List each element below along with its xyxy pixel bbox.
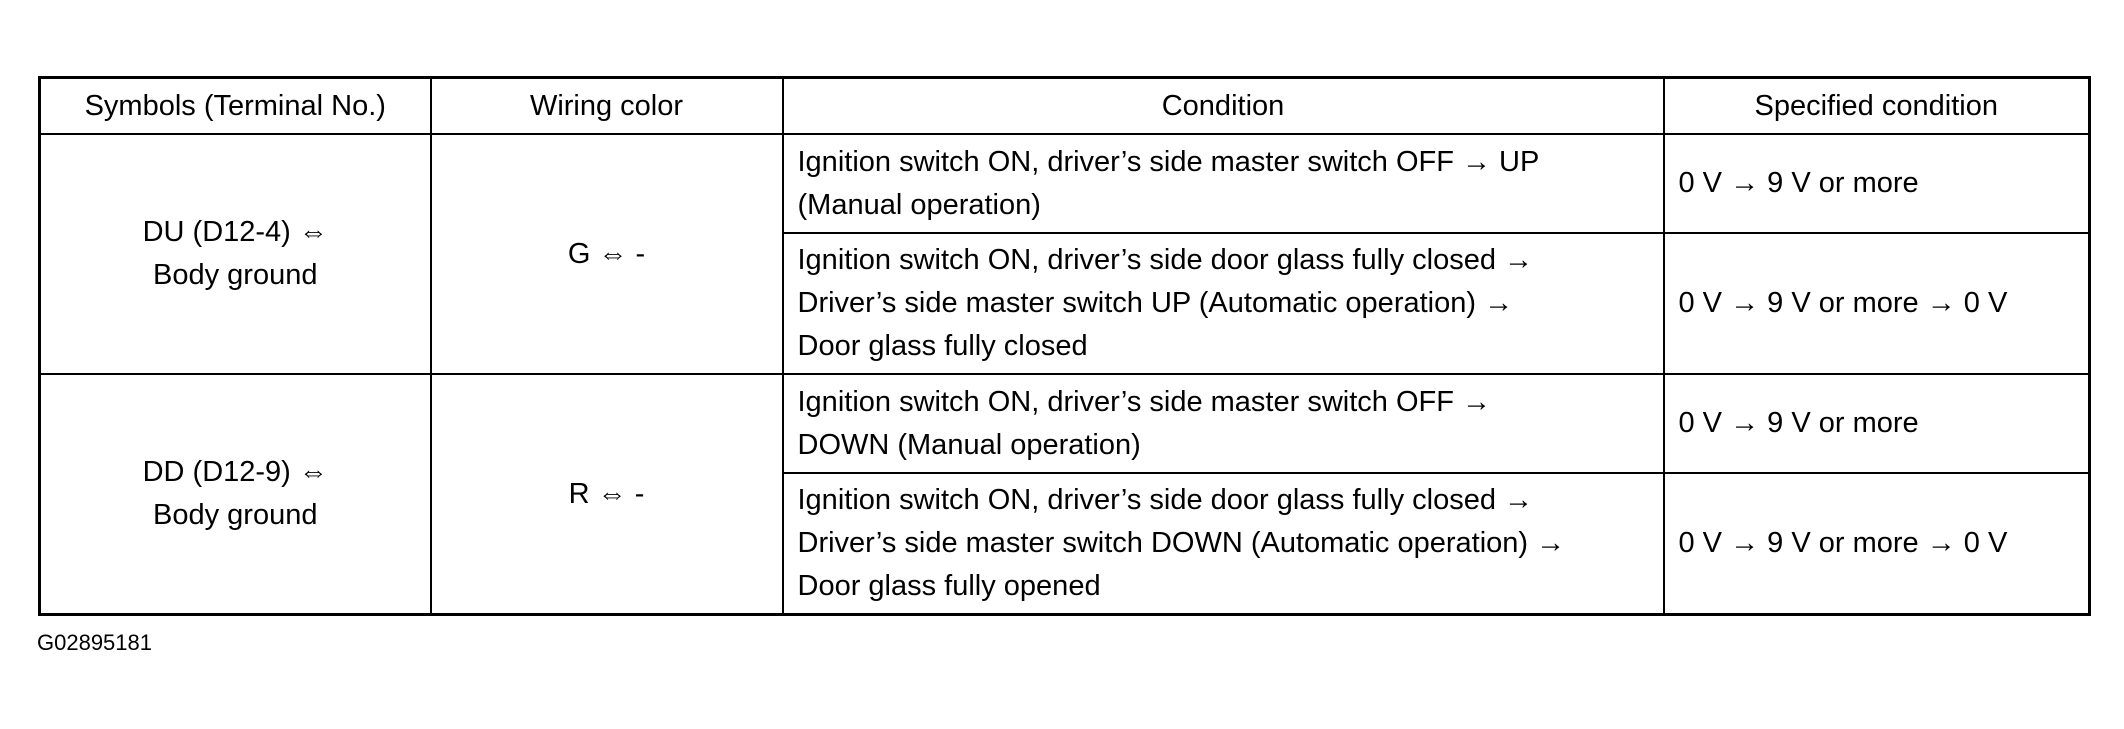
condition-line: (Manual operation)	[797, 188, 1041, 221]
header-specified-condition: Specified condition	[1664, 78, 2090, 135]
symbol-terminal: DD (D12-9) ⇔	[142, 456, 328, 488]
wiring-color-cell: R ⇔ -	[431, 374, 783, 615]
symbol-ground: Body ground	[153, 499, 318, 531]
condition-line: Driver’s side master switch UP (Automatic operation) →	[797, 287, 1514, 319]
condition-line: Ignition switch ON, driver’s side door glass fully closed →	[797, 484, 1534, 516]
wiring-color-cell: G ⇔ -	[431, 134, 783, 374]
condition-line: Ignition switch ON, driver’s side master switch OFF → UP	[797, 145, 1540, 178]
condition-cell	[783, 233, 1664, 374]
table-row	[40, 374, 2090, 473]
specified-condition-cell: 0 V → 9 V or more	[1664, 134, 2090, 233]
condition-cell	[783, 134, 1664, 233]
symbol-ground: Body ground	[153, 259, 318, 291]
condition-line: Driver’s side master switch DOWN (Automatic operation) →	[797, 527, 1566, 559]
symbol-cell	[40, 374, 431, 615]
header-symbols: Symbols (Terminal No.)	[40, 78, 431, 135]
header-condition: Condition	[783, 78, 1664, 135]
header-wiring-color: Wiring color	[431, 78, 783, 135]
terminal-spec-table	[38, 76, 2091, 616]
specified-condition-cell: 0 V → 9 V or more	[1664, 374, 2090, 473]
condition-line: Ignition switch ON, driver’s side door glass fully closed →	[797, 244, 1534, 276]
table-row	[40, 134, 2090, 233]
condition-cell	[783, 473, 1664, 615]
symbol-cell	[40, 134, 431, 374]
figure-id: G02895181	[37, 630, 152, 655]
specified-condition-cell: 0 V → 9 V or more → 0 V	[1664, 473, 2090, 615]
table-header-row	[40, 78, 2090, 135]
condition-line: Door glass fully closed	[797, 330, 1088, 362]
specified-condition-cell: 0 V → 9 V or more → 0 V	[1664, 233, 2090, 374]
condition-line: Ignition switch ON, driver’s side master switch OFF →	[797, 385, 1491, 418]
symbol-terminal: DU (D12-4) ⇔	[142, 216, 328, 248]
condition-line: DOWN (Manual operation)	[797, 428, 1141, 461]
condition-line: Door glass fully opened	[797, 570, 1101, 602]
condition-cell	[783, 374, 1664, 473]
